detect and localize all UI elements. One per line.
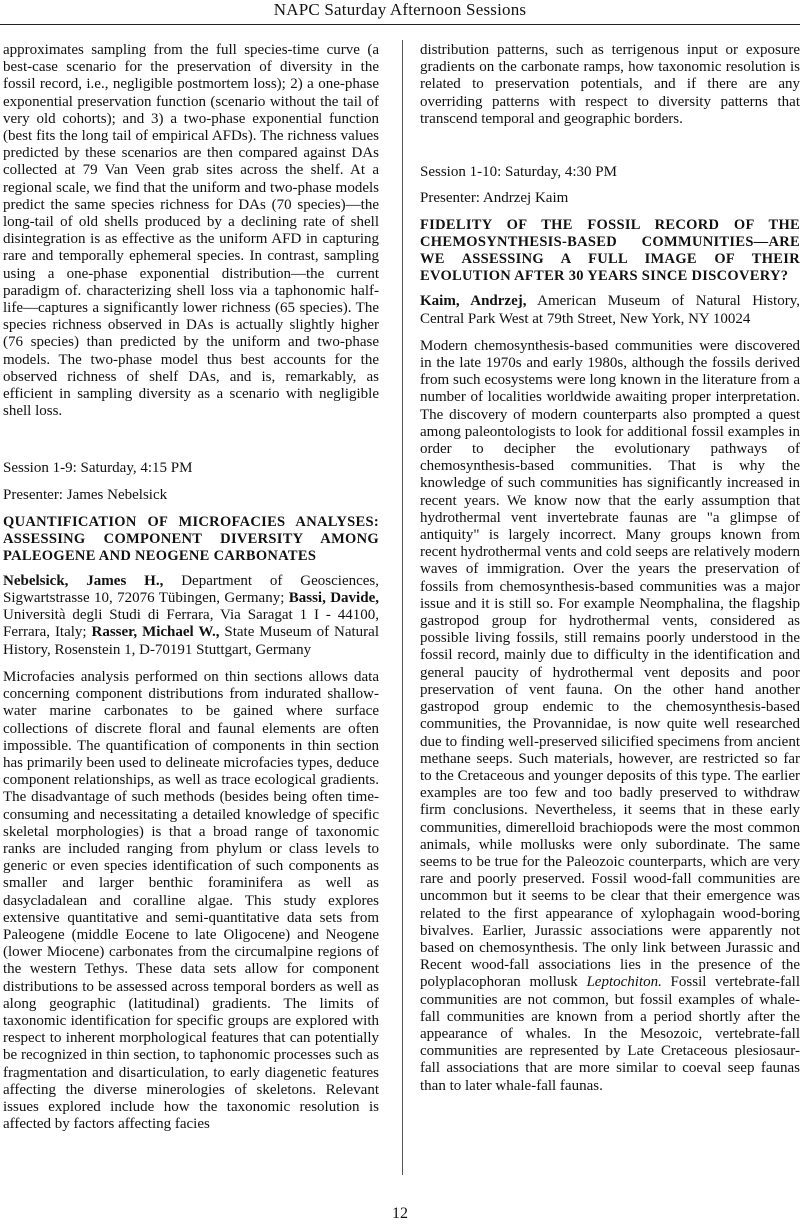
header-rule bbox=[0, 24, 800, 25]
author-affiliation: Università degli Studi di Ferrara, Via Saragat 1 I - 44100, Ferrara, Italy; bbox=[3, 607, 379, 641]
left-column bbox=[3, 42, 379, 1133]
abstract-text: Fossil vertebrate-fall communities are not common, but fossil examples of whale-fall communities are known from a period shortly after the appearance of whales. In the Mesozoic, vertebrate-fall communities are represented by Late Cretaceous plesiosaur-fall associations that are more similar to coeval seep faunas than to later whale-fall faunas. bbox=[420, 974, 800, 1094]
abstract-title: QUANTIFICATION OF MICROFACIES ANALYSES: ASSESSING COMPONENT DIVERSITY AMONG PALEOGENE AND NEOGENE CARBONATES bbox=[3, 513, 379, 564]
continued-abstract-text: approximates sampling from the full species-time curve (a best-case scenario for the preservation of diversity in the fossil record, i.e., negligible postmortem loss); 2) a one-phase exponential preservation function (scenario without the tail of very old cohorts); and 3) a two-phase exponential function (best fits the long tail of empirical AFDs). The richness values predicted by these scenarios are then compared against DAs collected at 79 Van Veen grab sites across the shelf. At a regional scale, we find that the uniform and two-phase models predict the same species richness for DAs (70 species)—the long-tail of old shells produced by a declining rate of shell disintegration is as effective as the uniform AFD in capturing rare and temporally ephemeral species. In contrast, sampling using a one-phase exponential distribution—the current paradigm of. characterizing shell loss via a taphonomic half-life—captures a significantly lower richness (65 species). The species richness observed in DAs is actually slightly higher (76 species) than predicted by the uniform and two-phase models. The two-phase model thus best accounts for the observed richness of shelf DAs, and is, remarkably, as efficient in sampling diversity as a scenario with negligible shell loss. bbox=[3, 42, 379, 420]
author-name: Bassi, Davide, bbox=[288, 590, 379, 607]
abstract-body: Microfacies analysis performed on thin sections allows data concerning component distributions from indurated shallow-water marine carbonates to be gained where surface collections of discrete floral and faunal elements are often impossible. The quantification of components in thin section has primarily been used to delineate microfacies types, deduce component relationships, as well as trace ecological gradients. The disadvantage of such methods (besides being often time-consuming and necessitating a detailed knowledge of specific skeletal morphologies) is that a broad range of taxonomic ranks are included ranging from phylum or class levels to generic or even species identification of such components as smaller and larger benthic foraminifera as well as dasycladalean and coralline algae. This study explores extensive quantitative and semi-quantitative data sets from Paleogene (middle Eocene to late Oligocene) and Neogene (lower Miocene) carbonates from the circumalpine regions of the western Tethys. These data sets allow for component distributions to be assessed across temporal borders as well as along geographic (latitudinal) gradients. The limits of taxonomic identification for specific groups are explored with respect to inherent morphological features that can potentially be recognized in thin section, to taphonomic processes such as fragmentation and disarticulation, to early diagenetic features affecting the diverse minerologies of skeletons. Relevant issues explored include how the taxonomic resolution is affected by factors affecting facies bbox=[3, 668, 379, 1133]
running-header: NAPC Saturday Afternoon Sessions bbox=[273, 0, 527, 19]
author-name: Rasser, Michael W., bbox=[91, 624, 220, 641]
author-affiliation: Department of Geosciences, Sigwartstrasse 10, 72076 Tübingen, Germany; bbox=[3, 572, 379, 607]
author-name: Nebelsick, James H., bbox=[3, 572, 164, 589]
author-affiliations bbox=[3, 573, 379, 659]
abstract-body bbox=[420, 338, 800, 1095]
author-affiliations bbox=[420, 293, 800, 327]
taxon-name: Leptochiton. bbox=[586, 974, 662, 991]
presenter-label: Presenter: James Nebelsick bbox=[3, 486, 168, 503]
author-affiliation: State Museum of Natural History, Rosenstein 1, D-70191 Stuttgart, Germany bbox=[3, 624, 379, 658]
page-number: 12 bbox=[392, 1205, 408, 1222]
abstract-text: Modern chemosynthesis-based communities were discovered in the late 1970s and early 1980s, although the fossils derived from such ecosystems were long known in the literature from a number of localities worldwide awaiting proper interpretation. The discovery of modern counterparts also prompted a quest among paleontologists to look for additional fossil examples in order to decipher the evolutionary pathways of chemosynthesis-based communities. That is why the knowledge of such communities has significantly increased in recent years. We know now that the early assumption that hydrothermal vent invertebrate faunas are "a glimpse of antiquity" is largely incorrect. Many groups known from recent hydrothermal vents and cold seeps are relatively modern waves of immigration. Over the years the preservation of fossils from chemosynthesis-based communities was a major issue and it is still so. For example Neomphalina, the flagship gastropod group for hydrothermal vents, considered as possible living fossils, still remains poorly understood in the fossil record, mainly due to difficulty in the identification and general paucity of hydrothermal vent deposits and poor preservation of vent fauna. On the other hand another gastropod group endemic to the chemosynthesis-based communities, the Provannidae, is now quite well researched due to finding well-preserved silicified specimens from ancient methane seeps. Such materials, however, are restricted so far to the Cretaceous and younger deposits of this type. The earlier examples are too few and too badly preserved to withdraw firm conclusions. Nevertheless, it seems that in these early communities, dimerelloid brachiopods were the most common animals, while mollusks were only subordinate. The same seems to be true for the Paleozoic counterparts, which are very rare and poorly preserved. Fossil wood-fall communities are uncommon but it seems to be clear that their emergence was related to the first appearance of xylophagain wood-boring bivalves. Earlier, Jurassic associations were apparently not based on chemosynthesis. The only link between Jurassic and Recent wood-fall associations lies in the presence of the polyplacophoran mollusk bbox=[420, 337, 800, 991]
author-name: Kaim, Andrzej, bbox=[420, 293, 527, 310]
author-affiliation: American Museum of Natural History, Central Park West at 79th Street, New York, NY 10024 bbox=[420, 293, 800, 327]
presenter-label: Presenter: Andrzej Kaim bbox=[420, 190, 569, 207]
abstract-title: FIDELITY OF THE FOSSIL RECORD OF THE CHEMOSYNTHESIS-BASED COMMUNITIES—ARE WE ASSESSING A FULL IMAGE OF THEIR EVOLUTION AFTER 30 YEARS SINCE DISCOVERY? bbox=[420, 217, 800, 285]
session-label: Session 1-9: Saturday, 4:15 PM bbox=[3, 460, 193, 477]
right-column bbox=[420, 42, 800, 1095]
session-label: Session 1-10: Saturday, 4:30 PM bbox=[420, 164, 617, 181]
column-divider bbox=[402, 40, 403, 1175]
continued-abstract-text: distribution patterns, such as terrigenous input or exposure gradients on the carbonate ramps, how taxonomic resolution is related to preservation potentials, and if there are any overriding patterns with respect to diversity patterns that transcend temporal and geographic borders. bbox=[420, 42, 800, 127]
